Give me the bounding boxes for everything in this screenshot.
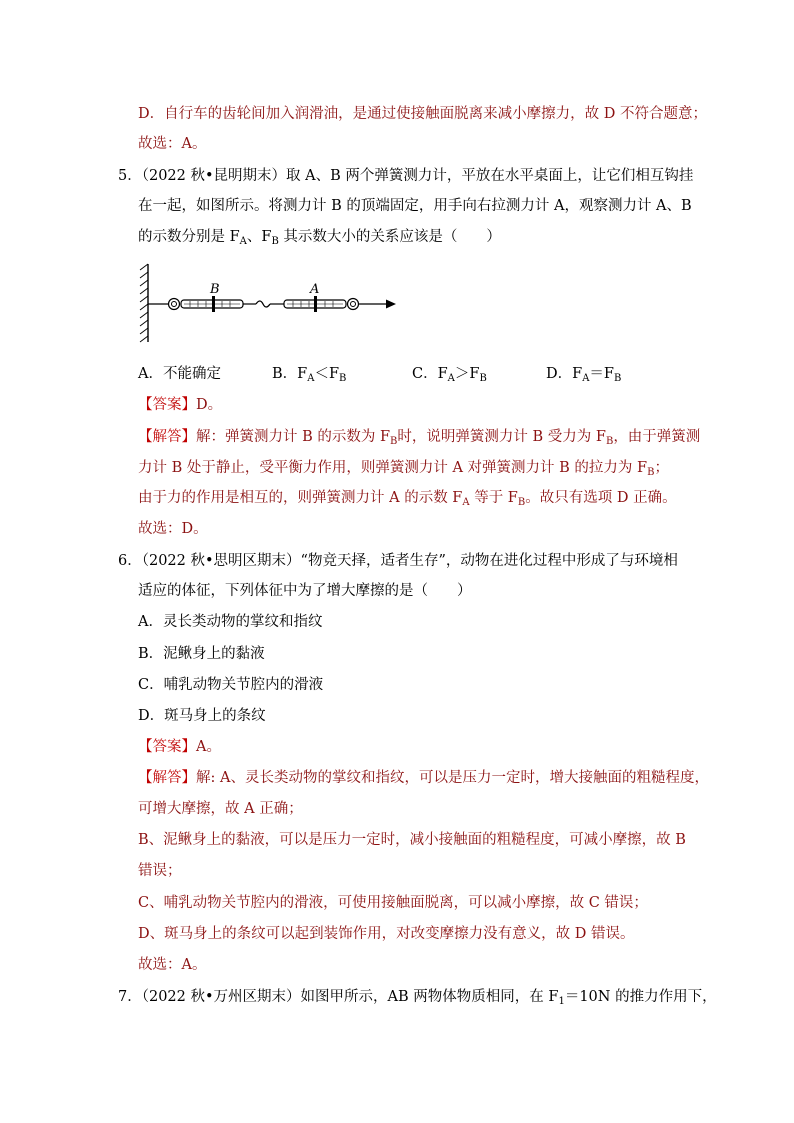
answer-text: D。 (196, 397, 223, 413)
analysis-text: 由于力的作用是相互的，则弹簧测力计 A 的示数 F (138, 490, 463, 506)
answer-tag: 【答案】 (138, 397, 196, 413)
q6-analysis-line5: C、哺乳动物关节腔内的滑液，可使用接触面脱离，可以减小摩擦，故 C 错误； (138, 895, 648, 911)
spring-scale-figure (138, 262, 408, 344)
analysis-text: ； (654, 460, 669, 476)
q5-stem-line1: 5．（2022 秋•昆明期末）取 A、B 两个弹簧测力计，平放在水平桌面上，让它们相互钩挂 (118, 168, 694, 184)
answer-text: A。 (196, 739, 221, 755)
scale-b-label: B (210, 282, 220, 297)
q6-option-c: C．哺乳动物关节腔内的滑液 (138, 677, 324, 693)
q5-option-c (412, 364, 487, 384)
analysis-tag: 【解答】 (138, 429, 196, 445)
option-text: D．F (546, 366, 583, 382)
q6-option-b: B．泥鳅身上的黏液 (138, 646, 265, 662)
q5-option-d (546, 364, 621, 384)
subscript: A (582, 373, 590, 384)
scale-a-label: A (310, 282, 320, 297)
analysis-tag: 【解答】 (138, 770, 196, 786)
answer-tag: 【答案】 (138, 739, 196, 755)
subscript: A (239, 236, 247, 247)
option-text: ＜F (314, 366, 340, 382)
q5-choose: 故选：D。 (138, 521, 208, 537)
q5-stem-text: 、F (246, 229, 272, 245)
q7-stem-line1 (118, 987, 717, 1007)
subscript: B (339, 373, 347, 384)
analysis-text: ，由于弹簧测 (613, 429, 701, 445)
option-text: ＞F (454, 366, 480, 382)
q7-stem-text: ＝10N 的推力作用下， (564, 989, 717, 1005)
option-text: C．F (412, 366, 448, 382)
analysis-text: 解: A、灵长类动物的掌纹和指纹，可以是压力一定时，增大接触面的粗糙程度， (196, 770, 709, 786)
q7-stem-text: 7．（2022 秋•万州区期末）如图甲所示，AB 两物体物质相同，在 F (118, 989, 559, 1005)
subscript: A (447, 373, 455, 384)
q6-answer (138, 737, 221, 757)
subscript: B (613, 373, 622, 384)
q6-option-a: A．灵长类动物的掌纹和指纹 (138, 614, 323, 630)
analysis-text: 力计 B 处于静止，受平衡力作用，则弹簧测力计 A 对弹簧测力计 B 的拉力为 F (138, 460, 648, 476)
q6-analysis-line4: 错误； (138, 863, 182, 879)
subscript: B (390, 436, 398, 447)
q4-option-d-explanation: D．自行车的齿轮间加入润滑油，是通过使接触面脱离来减小摩擦力，故 D 不符合题意； (138, 106, 707, 122)
subscript: B (605, 436, 614, 447)
subscript: B (517, 497, 526, 508)
q6-choose: 故选：A。 (138, 957, 207, 973)
q5-answer (138, 395, 222, 415)
q5-stem-text: 的示数分别是 F (138, 229, 240, 245)
subscript: B (479, 373, 487, 384)
q5-option-b (272, 364, 346, 384)
analysis-text: 时，说明弹簧测力计 B 受力为 F (397, 429, 606, 445)
subscript: A (307, 373, 315, 384)
q5-analysis-line1 (138, 427, 700, 447)
q5-stem-text: 其示数大小的关系应该是（ ） (278, 229, 501, 245)
q5-analysis-line3 (138, 488, 677, 508)
q6-analysis-line1 (138, 768, 709, 788)
q4-choose: 故选：A。 (138, 136, 207, 152)
option-text: ＝F (589, 366, 614, 382)
option-text: B．F (272, 366, 308, 382)
q5-analysis-line2 (138, 458, 669, 478)
q6-stem-line1: 6．（2022 秋•思明区期末）“物竞天择，适者生存”，动物在进化过程中形成了与环境相 (118, 553, 678, 569)
q5-option-a: A．不能确定 (138, 366, 221, 382)
q6-option-d: D．斑马身上的条纹 (138, 708, 266, 724)
q6-analysis-line2: 可增大摩擦，故 A 正确； (138, 801, 303, 817)
subscript: 1 (558, 996, 565, 1007)
q6-analysis-line6: D、斑马身上的条纹可以起到装饰作用，对改变摩擦力没有意义，故 D 错误。 (138, 926, 635, 942)
subscript: B (647, 467, 655, 478)
analysis-text: 等于 F (469, 490, 518, 506)
q6-stem-line2: 适应的体征，下列体征中为了增大摩擦的是（ ） (138, 583, 472, 599)
subscript: B (271, 236, 279, 247)
analysis-text: 解：弹簧测力计 B 的示数为 F (196, 429, 391, 445)
q6-analysis-line3: B、泥鳅身上的黏液，可以是压力一定时，减小接触面的粗糙程度，可减小摩擦，故 B (138, 832, 686, 848)
q5-stem-line3 (138, 227, 501, 247)
analysis-text: 。故只有选项 D 正确。 (525, 490, 677, 506)
subscript: A (462, 497, 470, 508)
q5-stem-line2: 在一起，如图所示。将测力计 B 的顶端固定，用手向右拉测力计 A，观察测力计 A、B (138, 198, 692, 214)
